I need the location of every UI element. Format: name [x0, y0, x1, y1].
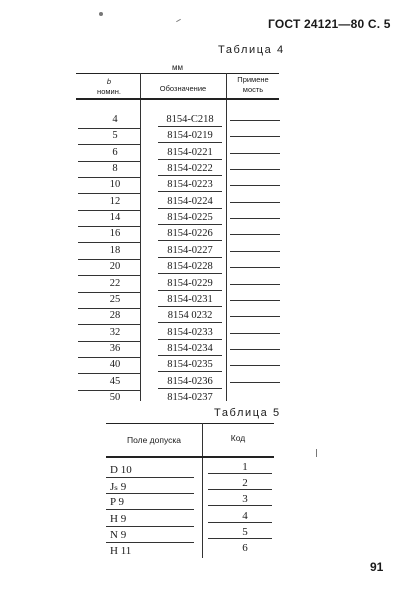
- table4-row-rule: [158, 224, 222, 225]
- page-header: ГОСТ 24121—80 С. 5: [268, 17, 391, 31]
- table5-row-rule: [106, 542, 194, 543]
- table5-row-rule: [106, 509, 194, 510]
- table4-col-application-2: мость: [242, 85, 264, 94]
- table4-row-rule: [158, 339, 222, 340]
- table4-row-rule: [158, 371, 222, 372]
- table4-row-rule: [78, 144, 140, 145]
- table4-row-rule: [78, 161, 140, 162]
- table5-row-rule: [208, 538, 272, 539]
- table4-top-rule: [76, 73, 279, 74]
- table4-row-rule: [78, 308, 140, 309]
- table4-application-blank: [230, 169, 280, 170]
- table4-row-rule: [158, 191, 222, 192]
- table4-row-rule: [78, 177, 140, 178]
- table5-row-rule: [208, 522, 272, 523]
- table4-row-rule: [158, 142, 222, 143]
- table5-row-rule: [208, 505, 272, 506]
- table5-caption: Таблица 5: [214, 407, 281, 419]
- table5-row-rule: [208, 489, 272, 490]
- scan-mark: [316, 449, 317, 457]
- table4-row-rule: [78, 226, 140, 227]
- table5-cell-code: 2: [242, 477, 248, 490]
- table4-cell-designation: 8154-0222: [167, 163, 213, 175]
- table4-application-blank: [230, 284, 280, 285]
- table4-cell-b: 12: [109, 195, 121, 207]
- table4-cell-designation: 8154-C218: [166, 114, 214, 125]
- table4-col-designation: Обозначение: [159, 84, 207, 93]
- table4-row-rule: [158, 159, 222, 160]
- table4-cell-designation: 8154-0219: [167, 130, 213, 142]
- table5-cell-field: D 10: [110, 464, 132, 476]
- table4-cell-b: 8: [112, 163, 118, 175]
- table4-application-blank: [230, 333, 280, 334]
- table4-application-blank: [230, 349, 280, 350]
- table5-cell-field: H 11: [110, 545, 132, 557]
- table4-cell-b: 14: [109, 212, 121, 224]
- table5-row-rule: [208, 473, 272, 474]
- table4-row-rule: [158, 388, 222, 389]
- table4-cell-b: 22: [109, 277, 121, 289]
- table4-row-rule: [78, 324, 140, 325]
- table4-row-rule: [158, 273, 222, 274]
- table4-cell-b: 36: [109, 342, 121, 354]
- table4-cell-b: 25: [109, 293, 121, 305]
- table4-application-blank: [230, 382, 280, 383]
- table4-cell-b: 5: [112, 130, 118, 142]
- table4-cell-designation: 8154-0234: [167, 342, 213, 354]
- table4-application-blank: [230, 267, 280, 268]
- table4-application-blank: [230, 234, 280, 235]
- table4-application-blank: [230, 365, 280, 366]
- table4-cell-b: 4: [112, 114, 118, 125]
- table4-cell-designation: 8154-0231: [167, 293, 213, 305]
- table4-cell-b: 45: [109, 375, 121, 387]
- table4-application-blank: [230, 300, 280, 301]
- table4-cell-designation: 8154-0224: [167, 195, 213, 207]
- table5-cell-field: N 9: [110, 528, 127, 541]
- table4-cell-designation: 8154-0237: [167, 391, 213, 403]
- table5-cell-code: 4: [242, 509, 248, 522]
- table5-cell-code: 1: [242, 461, 248, 473]
- table4-row-rule: [158, 126, 222, 127]
- table4-cell-b: 50: [109, 391, 121, 403]
- table4-application-blank: [230, 202, 280, 203]
- table4-cell-designation: 8154-0229: [167, 277, 213, 289]
- table4-divider: [140, 73, 141, 401]
- table4-row-rule: [158, 355, 222, 356]
- table4-row-rule: [78, 390, 140, 391]
- table4-caption: Таблица 4: [218, 44, 285, 56]
- table4-row-rule: [78, 275, 140, 276]
- table4-row-rule: [78, 292, 140, 293]
- table4-cell-b: 32: [109, 326, 121, 338]
- table4-cell-designation: 8154-0225: [167, 212, 213, 224]
- scan-mark: [99, 12, 103, 16]
- table4-row-rule: [158, 290, 222, 291]
- table4-row-rule: [158, 306, 222, 307]
- table5-cell-field: Jₛ 9: [110, 481, 127, 494]
- table5-col-field: Поле допуска: [126, 435, 182, 445]
- table4-application-blank: [230, 218, 280, 219]
- table5-cell-code: 5: [242, 525, 248, 538]
- page-number: 91: [370, 560, 384, 574]
- table4-application-blank: [230, 316, 280, 317]
- table4-header-rule: [76, 98, 279, 100]
- table4-row-rule: [158, 322, 222, 323]
- table5-cell-field: H 9: [110, 512, 127, 525]
- table5-row-rule: [106, 493, 194, 494]
- table4-col-application-1: Примене: [237, 75, 269, 84]
- table4-application-blank: [230, 251, 280, 252]
- table4-row-rule: [158, 240, 222, 241]
- table4-row-rule: [78, 193, 140, 194]
- table4-units: мм: [172, 63, 183, 72]
- table4-cell-designation: 8154-0226: [167, 228, 213, 240]
- table4-cell-b: 40: [109, 359, 121, 371]
- table5-divider: [202, 423, 203, 558]
- table4-application-blank: [230, 185, 280, 186]
- table4-cell-b: 28: [109, 310, 121, 322]
- table4-cell-designation: 8154-0228: [167, 261, 213, 273]
- table4-cell-b: 18: [109, 244, 121, 256]
- table5-cell-code: 3: [242, 493, 248, 506]
- table4-cell-b: 10: [109, 179, 121, 191]
- table4-cell-designation: 8154-0227: [167, 244, 213, 256]
- table5-cell-field: P 9: [110, 496, 124, 509]
- table4-col-b-label: номин.: [97, 87, 121, 96]
- table4-cell-b: 20: [109, 261, 121, 273]
- table4-row-rule: [78, 259, 140, 260]
- table4-row-rule: [78, 357, 140, 358]
- table4-application-blank: [230, 120, 280, 121]
- table5-row-rule: [106, 477, 194, 478]
- table4-row-rule: [158, 208, 222, 209]
- table4-application-blank: [230, 136, 280, 137]
- table4-row-rule: [158, 257, 222, 258]
- table4-cell-b: 16: [109, 228, 121, 240]
- table4-cell-designation: 8154-0223: [167, 179, 213, 191]
- table4-row-rule: [78, 242, 140, 243]
- table5-top-rule: [106, 423, 274, 424]
- table4-row-rule: [78, 373, 140, 374]
- scan-mark: [176, 19, 181, 22]
- table4-cell-designation: 8154-0235: [167, 359, 213, 371]
- table5-row-rule: [106, 526, 194, 527]
- table4-cell-designation: 8154-0236: [167, 375, 213, 387]
- table4-cell-designation: 8154 0232: [167, 310, 213, 322]
- table4-cell-designation: 8154-0221: [167, 146, 213, 158]
- table5-col-code: Код: [230, 433, 246, 443]
- table4-cell-designation: 8154-0233: [167, 326, 213, 338]
- table4-row-rule: [158, 175, 222, 176]
- table5-cell-code: 6: [242, 542, 248, 554]
- table4-row-rule: [78, 128, 140, 129]
- table4-row-rule: [78, 341, 140, 342]
- table4-cell-b: 6: [112, 146, 118, 158]
- table5-header-rule: [106, 456, 274, 458]
- table4-row-rule: [78, 210, 140, 211]
- table4-col-b-symbol: b: [106, 77, 112, 86]
- table4-application-blank: [230, 153, 280, 154]
